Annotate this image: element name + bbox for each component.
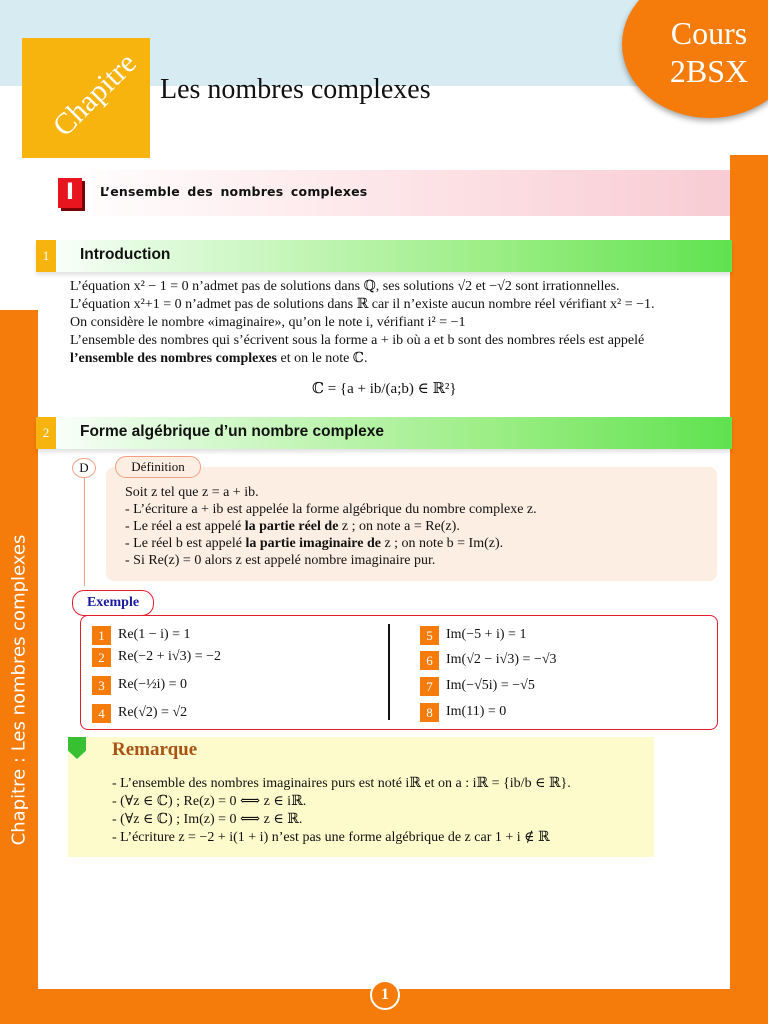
page-number: 1	[370, 980, 400, 1010]
example-expr-7: Im(−√5i) = −√5	[446, 678, 535, 693]
forme-title: Forme algébrique d’un nombre complexe	[80, 423, 385, 440]
intro-line-5: l’ensemble des nombres complexes et on le note ℂ.	[70, 351, 368, 366]
intro-line-4: L’ensemble des nombres qui s’écrivent sous la forme a + ib où a et b sont des nombres réels est appelé	[70, 333, 645, 348]
definition-line-2: - L’écriture a + ib est appelée la forme algébrique du nombre complexe z.	[125, 502, 537, 517]
definition-line	[84, 478, 85, 586]
example-number-6: 6	[420, 651, 439, 670]
example-number-5: 5	[420, 626, 439, 645]
chapter-tag	[22, 38, 150, 158]
example-number-3: 3	[92, 676, 111, 695]
remark-line-2: - (∀z ∈ ℂ) ; Re(z) = 0 ⟺ z ∈ iℝ.	[112, 794, 307, 809]
example-number-7: 7	[420, 677, 439, 696]
example-number-4: 4	[92, 704, 111, 723]
chapter-word: Chapitre	[46, 46, 143, 143]
remark-line-1: - L’ensemble des nombres imaginaires purs est noté iℝ et on a : iℝ = {ib/b ∈ ℝ}.	[112, 776, 571, 791]
intro-line-1: L’équation x² − 1 = 0 n’admet pas de solutions dans ℚ, ses solutions √2 et −√2 sont irrationnelles.	[70, 279, 620, 294]
remark-title: Remarque	[112, 739, 198, 760]
example-expr-6: Im(√2 − i√3) = −√3	[446, 652, 557, 667]
intro-line-2: L’équation x²+1 = 0 n’admet pas de solutions dans ℝ car il n’existe aucun nombre réel vérifiant x² = −1.	[70, 297, 655, 312]
section-title: L’ensemble des nombres complexes	[100, 184, 368, 199]
example-number-2: 2	[92, 648, 111, 667]
forme-number: 2	[36, 417, 56, 449]
example-expr-1: Re(1 − i) = 1	[118, 627, 191, 642]
course-badge-text: Cours 2BSX	[669, 15, 749, 89]
page-title: Les nombres complexes	[160, 74, 431, 105]
example-number-1: 1	[92, 626, 111, 645]
example-expr-2: Re(−2 + i√3) = −2	[118, 649, 222, 664]
definition-line-4: - Le réel b est appelé la partie imaginaire de z ; on note b = Im(z).	[125, 536, 504, 551]
example-number-8: 8	[420, 703, 439, 722]
example-expr-8: Im(11) = 0	[446, 704, 507, 719]
intro-number: 1	[36, 240, 56, 272]
definition-letter: D	[72, 458, 96, 478]
section-number: I	[58, 178, 82, 208]
example-label: Exemple	[72, 590, 154, 616]
definition-line-1: Soit z tel que z = a + ib.	[125, 485, 259, 500]
example-divider	[388, 624, 390, 720]
definition-label: Définition	[115, 456, 201, 478]
example-expr-3: Re(−½i) = 0	[118, 677, 188, 692]
example-expr-4: Re(√2) = √2	[118, 705, 188, 720]
example-expr-5: Im(−5 + i) = 1	[446, 627, 527, 642]
remark-line-3: - (∀z ∈ ℂ) ; Im(z) = 0 ⟺ z ∈ ℝ.	[112, 812, 303, 827]
intro-line-3: On considère le nombre «imaginaire», qu’on le note i, vérifiant i² = −1	[70, 315, 466, 330]
definition-line-5: - Si Re(z) = 0 alors z est appelé nombre imaginaire pur.	[125, 553, 436, 568]
side-label: Chapitre : Les nombres complexes	[8, 534, 30, 846]
definition-line-3: - Le réel a est appelé la partie réel de z ; on note a = Re(z).	[125, 519, 460, 534]
set-formula: ℂ = {a + ib/(a;b) ∈ ℝ²}	[312, 381, 457, 397]
remark-line-4: - L’écriture z = −2 + i(1 + i) n’est pas une forme algébrique de z car 1 + i ∉ ℝ	[112, 830, 550, 845]
frame-right	[730, 155, 768, 1005]
intro-title: Introduction	[80, 246, 171, 263]
